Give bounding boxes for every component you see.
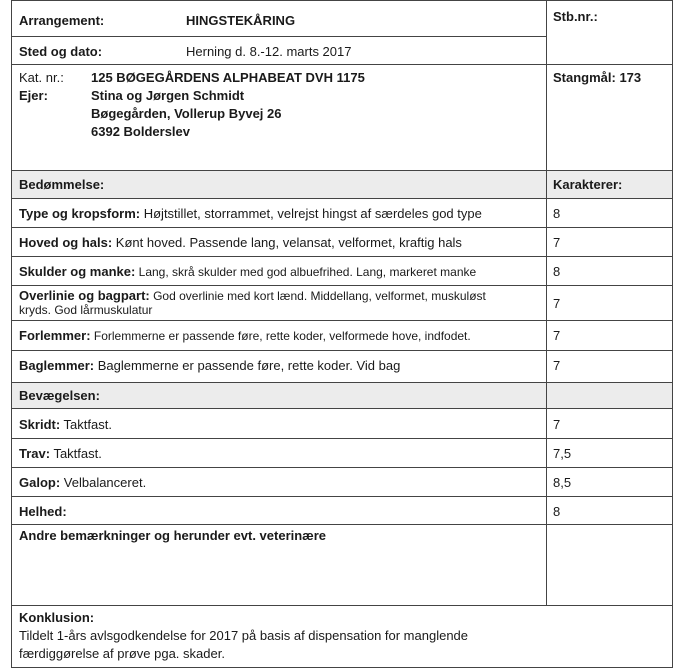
criteria-text: Baglemmerne er passende føre, rette koder. Vid bag	[94, 358, 401, 373]
criteria-text: Lang, skrå skulder med god albuefrihed. Lang, markeret manke	[135, 265, 477, 279]
rule	[11, 382, 673, 383]
kat-label: Kat. nr.:	[19, 70, 64, 85]
rule	[11, 285, 673, 286]
criteria-label: Hoved og hals:	[19, 235, 113, 250]
sted-value: Herning d. 8.-12. marts 2017	[186, 44, 352, 59]
border-right	[672, 0, 673, 668]
ejer-label: Ejer:	[19, 88, 48, 103]
rule	[11, 496, 673, 497]
evaluation-form	[11, 0, 673, 668]
criteria-label: Skulder og manke:	[19, 264, 136, 279]
ejer-line1: Stina og Jørgen Schmidt	[91, 88, 245, 103]
criteria-row	[19, 288, 486, 304]
stbnr-label: Stb.nr.:	[553, 9, 598, 24]
movement-row	[19, 504, 67, 520]
konklusion-title: Konklusion:	[19, 610, 95, 625]
criteria-text: Højtstillet, storrammet, velrejst hingst af særdeles god type	[140, 206, 482, 221]
rule	[11, 350, 673, 351]
border-left	[11, 0, 12, 668]
rule	[11, 524, 673, 525]
criteria-label: Baglemmer:	[19, 358, 95, 373]
arrangement-label: Arrangement:	[19, 13, 105, 28]
criteria-row	[19, 206, 482, 222]
rule	[11, 605, 673, 606]
criteria-text-continued: kryds. God lårmuskulatur	[19, 303, 153, 317]
ejer-line3: 6392 Bolderslev	[91, 124, 191, 139]
sted-label: Sted og dato:	[19, 44, 103, 59]
criteria-text: Kønt hoved. Passende lang, velansat, velformet, kraftig hals	[112, 235, 462, 250]
movement-label: Trav:	[19, 446, 51, 461]
criteria-label: Overlinie og bagpart:	[19, 288, 150, 303]
movement-grade: 8	[553, 504, 561, 519]
rule	[11, 36, 546, 37]
criteria-grade: 7	[553, 358, 561, 373]
rule	[11, 170, 673, 171]
movement-text: Velbalanceret.	[60, 475, 147, 490]
movement-row	[19, 475, 146, 491]
criteria-row	[19, 264, 476, 280]
movement-grade: 7,5	[553, 446, 572, 461]
movement-label: Galop:	[19, 475, 61, 490]
criteria-label: Forlemmer:	[19, 328, 91, 343]
stangmaal: Stangmål: 173	[553, 70, 642, 85]
karakterer-title: Karakterer:	[553, 177, 623, 192]
criteria-grade: 8	[553, 206, 561, 221]
movement-label: Helhed:	[19, 504, 67, 519]
criteria-row	[19, 235, 462, 251]
movement-row	[19, 417, 112, 433]
kat-value: 125 BØGEGÅRDENS ALPHABEAT DVH 1175	[91, 70, 365, 85]
border-top	[11, 0, 673, 1]
criteria-grade: 7	[553, 296, 561, 311]
rule	[11, 408, 673, 409]
border-bottom	[11, 667, 673, 668]
bevaegelsen-title: Bevægelsen:	[19, 388, 100, 403]
rule	[11, 438, 673, 439]
movement-label: Skridt:	[19, 417, 61, 432]
rule	[11, 467, 673, 468]
konklusion-line1: Tildelt 1-års avlsgodkendelse for 2017 på basis af dispensation for manglende	[19, 628, 469, 643]
movement-text: Taktfast.	[50, 446, 102, 461]
arrangement-value: HINGSTEKÅRING	[186, 13, 296, 28]
criteria-text: Forlemmerne er passende føre, rette koder, velformede hove, indfodet.	[90, 329, 471, 343]
movement-grade: 7	[553, 417, 561, 432]
movement-grade: 8,5	[553, 475, 572, 490]
movement-text: Taktfast.	[60, 417, 112, 432]
bevaegelsen-header-bar	[11, 382, 673, 408]
criteria-grade: 7	[553, 328, 561, 343]
rule	[11, 64, 673, 65]
konklusion-line2: færdiggørelse af prøve pga. skader.	[19, 646, 225, 661]
bedoemmelse-title: Bedømmelse:	[19, 177, 105, 192]
criteria-label: Type og kropsform:	[19, 206, 141, 221]
rule	[11, 256, 673, 257]
criteria-row	[19, 358, 400, 374]
criteria-grade: 7	[553, 235, 561, 250]
movement-row	[19, 446, 102, 462]
criteria-grade: 8	[553, 264, 561, 279]
rule	[11, 198, 673, 199]
column-divider	[546, 0, 547, 605]
ejer-line2: Bøgegården, Vollerup Byvej 26	[91, 106, 282, 121]
rule	[11, 320, 673, 321]
rule	[11, 227, 673, 228]
criteria-row	[19, 328, 471, 344]
criteria-text: God overlinie med kort lænd. Middellang, velformet, muskuløst	[149, 289, 486, 303]
bemaerkninger-title: Andre bemærkninger og herunder evt. veterinære	[19, 528, 327, 543]
